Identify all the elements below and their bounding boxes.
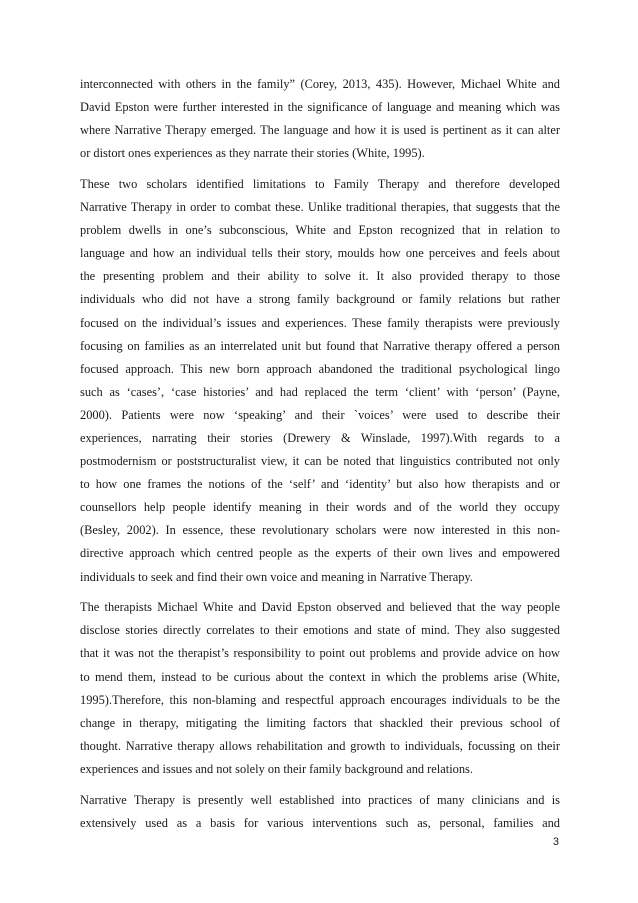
paragraph xyxy=(80,596,560,781)
text-line: change in therapy, mitigating the limiting factors that shackled their previous school of xyxy=(80,715,560,730)
paragraph xyxy=(80,73,560,165)
text-line: counsellors help people identify meaning in their words and of the world they occupy xyxy=(80,500,560,515)
text-line: focusing on families as an interrelated unit but found that Narrative therapy offered a person xyxy=(80,338,560,353)
text-line: The therapists Michael White and David Epston observed and believed that the way people xyxy=(80,600,560,615)
text-line: experiences and issues and not solely on their family background and relations. xyxy=(80,761,473,776)
text-line: 2000). Patients were now ‘speaking’ and their `voices’ were used to describe their xyxy=(80,407,560,422)
text-line: individuals who did not have a strong family background or family relations but rather xyxy=(80,292,560,307)
text-line: or distort ones experiences as they narrate their stories (White, 1995). xyxy=(80,146,425,161)
text-line: individuals to seek and find their own voice and meaning in Narrative Therapy. xyxy=(80,569,473,584)
text-line: 1995).Therefore, this non-blaming and respectful approach encourages individuals to be the xyxy=(80,692,560,707)
text-line: such as ‘cases’, ‘case histories’ and had replaced the term ‘client’ with ‘person’ (Payne, xyxy=(80,384,560,399)
text-line: to mend them, instead to be curious about the context in which the problems arise (White, xyxy=(80,669,560,684)
text-line: focused approach. This new born approach abandoned the traditional psychological lingo xyxy=(80,361,560,376)
text-line: to how one frames the notions of the ‘self’ and ‘identity’ but also how therapists and or xyxy=(80,477,560,492)
text-line: thought. Narrative therapy allows rehabilitation and growth to individuals, focussing on their xyxy=(80,738,560,753)
text-line: Narrative Therapy in order to combat these. Unlike traditional therapies, that suggests that the xyxy=(80,200,560,215)
paragraph xyxy=(80,173,560,589)
text-line: disclose stories directly correlates to their emotions and state of mind. They also suggested xyxy=(80,623,560,638)
paragraph xyxy=(80,789,560,835)
text-line: extensively used as a basis for various interventions such as, personal, families and xyxy=(80,815,560,830)
text-line: These two scholars identified limitations to Family Therapy and therefore developed xyxy=(80,176,560,191)
text-line: where Narrative Therapy emerged. The language and how it is used is pertinent as it can alter xyxy=(80,123,560,138)
text-line: experiences, narrating their stories (Drewery & Winslade, 1997).With regards to a xyxy=(80,431,560,445)
body-text xyxy=(80,73,560,842)
text-line: focused on the individual’s issues and experiences. These family therapists were previously xyxy=(80,315,560,330)
page-number: 3 xyxy=(552,836,559,848)
text-line: language and how an individual tells their story, moulds how one perceives and feels about xyxy=(80,246,560,261)
text-line: that it was not the therapist’s responsibility to point out problems and provide advice on how xyxy=(80,646,560,661)
text-line: postmodernism or poststructuralist view, it can be noted that linguistics contributed not only xyxy=(80,454,560,469)
text-line: David Epston were further interested in the significance of language and meaning which was xyxy=(80,100,560,115)
text-line: problem dwells in one’s subconscious, White and Epston recognized that in relation to xyxy=(80,223,560,238)
text-line: Narrative Therapy is presently well established into practices of many clinicians and is xyxy=(80,792,560,807)
text-line: interconnected with others in the family” (Corey, 2013, 435). However, Michael White and xyxy=(80,77,560,91)
text-line: directive approach which centred people as the experts of their own lives and empowered xyxy=(80,546,560,561)
text-line: (Besley, 2002). In essence, these revolutionary scholars were now interested in this non- xyxy=(80,523,560,538)
text-line: the presenting problem and their ability to solve it. It also provided therapy to those xyxy=(80,269,560,284)
